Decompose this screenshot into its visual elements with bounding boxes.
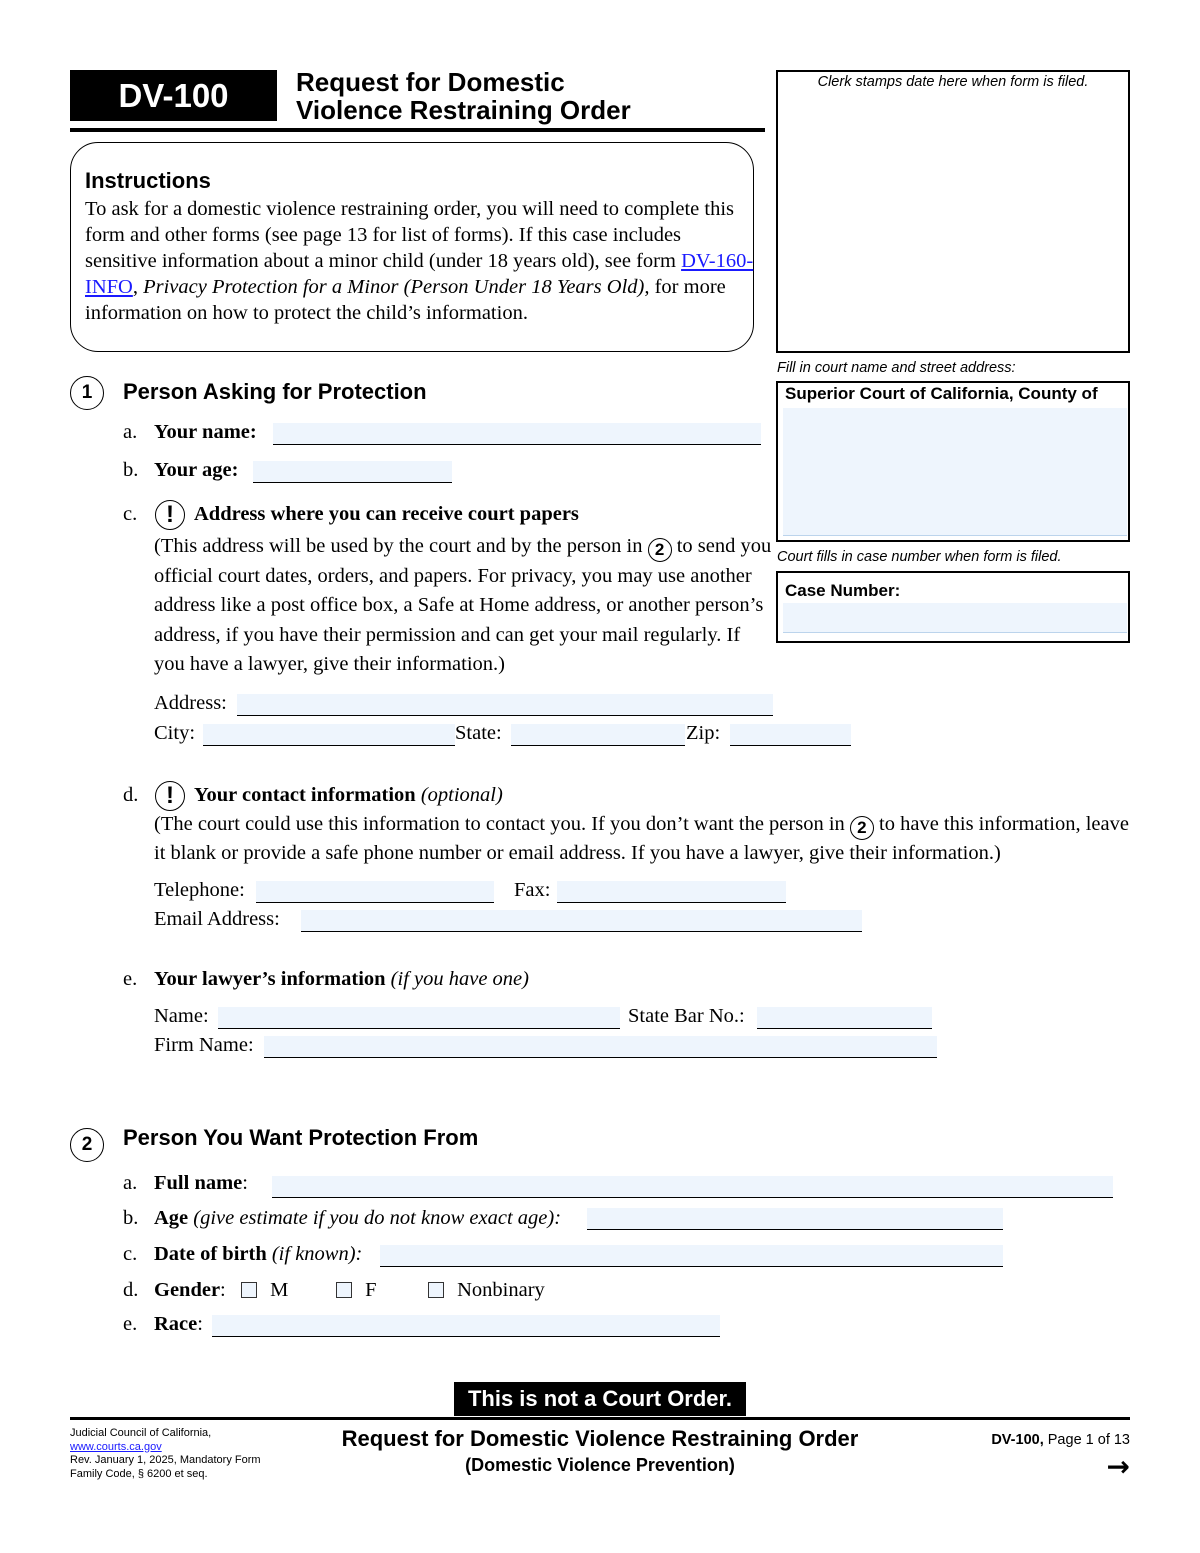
city-label: City:: [154, 722, 196, 744]
instructions-text: To ask for a domestic violence restraining order, you will need to complete this form and other forms (see page 13 for list of forms). If this case includes sensitive information about a minor child (under 18 years old), see form: [85, 198, 735, 272]
dob-label-wrap: [154, 1243, 362, 1266]
telephone-label: Telephone:: [154, 879, 245, 901]
address-label: Address:: [154, 692, 227, 714]
warning-icon: [155, 781, 185, 811]
form-id: DV-100: [118, 76, 229, 114]
address-explanation-text-2: to send you official court dates, orders, and papers. For privacy, you may use another address like a post office box, a Safe at Home address, or another person’s address, if you have their permission and can get your mail regularly. If you have a lawyer, give their information.): [154, 535, 772, 676]
full-name-colon: :: [242, 1172, 248, 1194]
footer-website-link[interactable]: www.courts.ca.gov: [70, 1440, 162, 1453]
full-name-field[interactable]: [272, 1176, 1113, 1198]
lawyer-heading: [154, 968, 529, 991]
fax-field[interactable]: [557, 881, 786, 903]
state-label: State:: [455, 722, 502, 744]
address-field[interactable]: [237, 694, 773, 716]
contact-explanation-text: (The court could use this information to contact you. If you don’t want the person in: [154, 813, 850, 835]
instructions-title: Instructions: [85, 168, 211, 193]
footer-code: Family Code, § 6200 et seq.: [70, 1467, 208, 1480]
race-label: Race: [154, 1313, 198, 1335]
contact-explanation-text-2: to have this information, leave it blank or provide a safe phone number or email address. If you have a lawyer, give their information.): [154, 813, 1129, 864]
contact-heading-note: (optional): [420, 784, 503, 806]
footer-council: Judicial Council of California,: [70, 1427, 212, 1439]
instructions-body: [85, 196, 755, 326]
header-rule: [70, 128, 765, 132]
gender-label-wrap: [154, 1279, 226, 1302]
form-id-badge: [70, 70, 277, 121]
address-heading: Address where you can receive court papers: [194, 503, 579, 525]
gender-nonbinary-label: Nonbinary: [457, 1279, 545, 1301]
footer-revision: Rev. January 1, 2025, Mandatory Form: [70, 1454, 261, 1466]
lawyer-name-label: Name:: [154, 1005, 209, 1027]
gender-option-m[interactable]: [241, 1279, 288, 1302]
item-2e-letter: e.: [123, 1313, 138, 1335]
footer-left-info: [70, 1427, 261, 1481]
contact-heading-label: Your contact information: [194, 784, 416, 806]
section-2-title: Person You Want Protection From: [123, 1125, 479, 1150]
respondent-age-field[interactable]: [587, 1208, 1003, 1230]
gender-colon: :: [220, 1279, 226, 1301]
state-bar-label: State Bar No.:: [628, 1005, 745, 1027]
date-of-birth-field[interactable]: [380, 1245, 1003, 1267]
clerk-stamp-box: [776, 70, 1130, 353]
lawyer-name-field[interactable]: [218, 1007, 620, 1029]
full-name-label-wrap: [154, 1172, 248, 1195]
footer-page-number: Page 1 of 13: [1043, 1432, 1130, 1448]
dob-note: (if known):: [271, 1243, 363, 1265]
warning-icon: [155, 500, 185, 530]
telephone-field[interactable]: [256, 881, 494, 903]
item-2a-letter: a.: [123, 1172, 138, 1194]
email-label: Email Address:: [154, 908, 280, 930]
footer-rule: [70, 1417, 1130, 1420]
item-1a-letter: a.: [123, 421, 138, 443]
clerk-stamp-note: Clerk stamps date here when form is filed.: [817, 74, 1089, 90]
your-name-field[interactable]: [273, 423, 761, 445]
lawyer-heading-label: Your lawyer’s information: [154, 968, 386, 990]
case-number-field[interactable]: [783, 603, 1127, 633]
race-label-wrap: [154, 1313, 203, 1336]
firm-name-field[interactable]: [264, 1036, 937, 1058]
item-2c-letter: c.: [123, 1243, 138, 1265]
zip-field[interactable]: [730, 724, 851, 746]
race-field[interactable]: [212, 1315, 720, 1337]
item-2d-letter: d.: [123, 1279, 139, 1301]
age-label-wrap: [154, 1207, 561, 1230]
form-title: [296, 68, 631, 124]
item-2b-letter: b.: [123, 1207, 139, 1229]
exclamation-icon: !: [155, 781, 185, 811]
state-bar-field[interactable]: [757, 1007, 932, 1029]
address-explanation: [154, 532, 774, 680]
instructions-italic: Privacy Protection for a Minor (Person Under 18 Years Old),: [143, 276, 650, 298]
gender-f-label: F: [365, 1279, 377, 1301]
gender-f-checkbox[interactable]: [336, 1282, 352, 1298]
footer-subtitle: (Domestic Violence Prevention): [465, 1455, 735, 1475]
section-2-number: [70, 1128, 104, 1162]
not-court-order-text: This is not a Court Order.: [467, 1386, 733, 1411]
race-colon: :: [197, 1313, 203, 1335]
section-2-reference: 2: [850, 816, 874, 840]
age-note: (give estimate if you do not know exact age):: [193, 1207, 562, 1229]
item-1c-letter: c.: [123, 503, 138, 525]
gender-option-f[interactable]: [336, 1279, 377, 1302]
section-1-title: Person Asking for Protection: [123, 379, 427, 404]
instructions-sep: ,: [132, 276, 144, 298]
your-age-field[interactable]: [253, 461, 452, 483]
gender-option-nonbinary[interactable]: [428, 1279, 545, 1302]
state-field[interactable]: [511, 724, 685, 746]
address-explanation-text: (This address will be used by the court and by the person in: [154, 535, 648, 557]
your-name-label: Your name:: [154, 421, 257, 443]
footer-form-id: DV-100,: [991, 1432, 1044, 1448]
dv-160-info-link[interactable]: DV-160-INFO: [85, 250, 754, 298]
your-age-label: Your age:: [154, 459, 239, 481]
section-1-number-text: 1: [81, 382, 93, 403]
court-name-field[interactable]: [783, 408, 1127, 536]
gender-label: Gender: [154, 1279, 221, 1301]
gender-nonbinary-checkbox[interactable]: [428, 1282, 444, 1298]
section-2-number-text: 2: [81, 1134, 93, 1155]
footer-page-info: [991, 1432, 1130, 1448]
email-field[interactable]: [301, 910, 862, 932]
zip-label: Zip:: [686, 722, 721, 744]
age-label: Age: [154, 1207, 189, 1229]
exclamation-icon: !: [155, 500, 185, 530]
court-label: Superior Court of California, County of: [785, 384, 1098, 403]
case-number-label: Case Number:: [785, 581, 901, 600]
section-2-reference: 2: [648, 538, 672, 562]
case-note: Court fills in case number when form is filed.: [777, 549, 1062, 565]
item-1b-letter: b.: [123, 459, 139, 481]
gender-m-label: M: [270, 1279, 289, 1301]
form-title-line1: Request for Domestic: [296, 67, 565, 97]
contact-heading: [194, 784, 503, 807]
fax-label: Fax:: [514, 879, 551, 901]
city-field[interactable]: [203, 724, 455, 746]
instructions-end: for more information on how to protect the child’s information.: [85, 276, 726, 324]
contact-explanation: [154, 811, 1144, 866]
firm-name-label: Firm Name:: [154, 1034, 254, 1056]
item-1e-letter: e.: [123, 968, 138, 990]
item-1d-letter: d.: [123, 784, 139, 806]
next-page-arrow-icon[interactable]: →: [1106, 1450, 1130, 1483]
gender-m-checkbox[interactable]: [241, 1282, 257, 1298]
section-1-number: [70, 376, 104, 410]
full-name-label: Full name: [154, 1172, 243, 1194]
court-note: Fill in court name and street address:: [777, 360, 1016, 376]
not-court-order-banner: [454, 1382, 746, 1416]
footer-title: Request for Domestic Violence Restraining Order: [341, 1426, 859, 1451]
form-title-line2: Violence Restraining Order: [296, 95, 631, 125]
lawyer-heading-note: (if you have one): [390, 968, 529, 990]
dob-label: Date of birth: [154, 1243, 267, 1265]
